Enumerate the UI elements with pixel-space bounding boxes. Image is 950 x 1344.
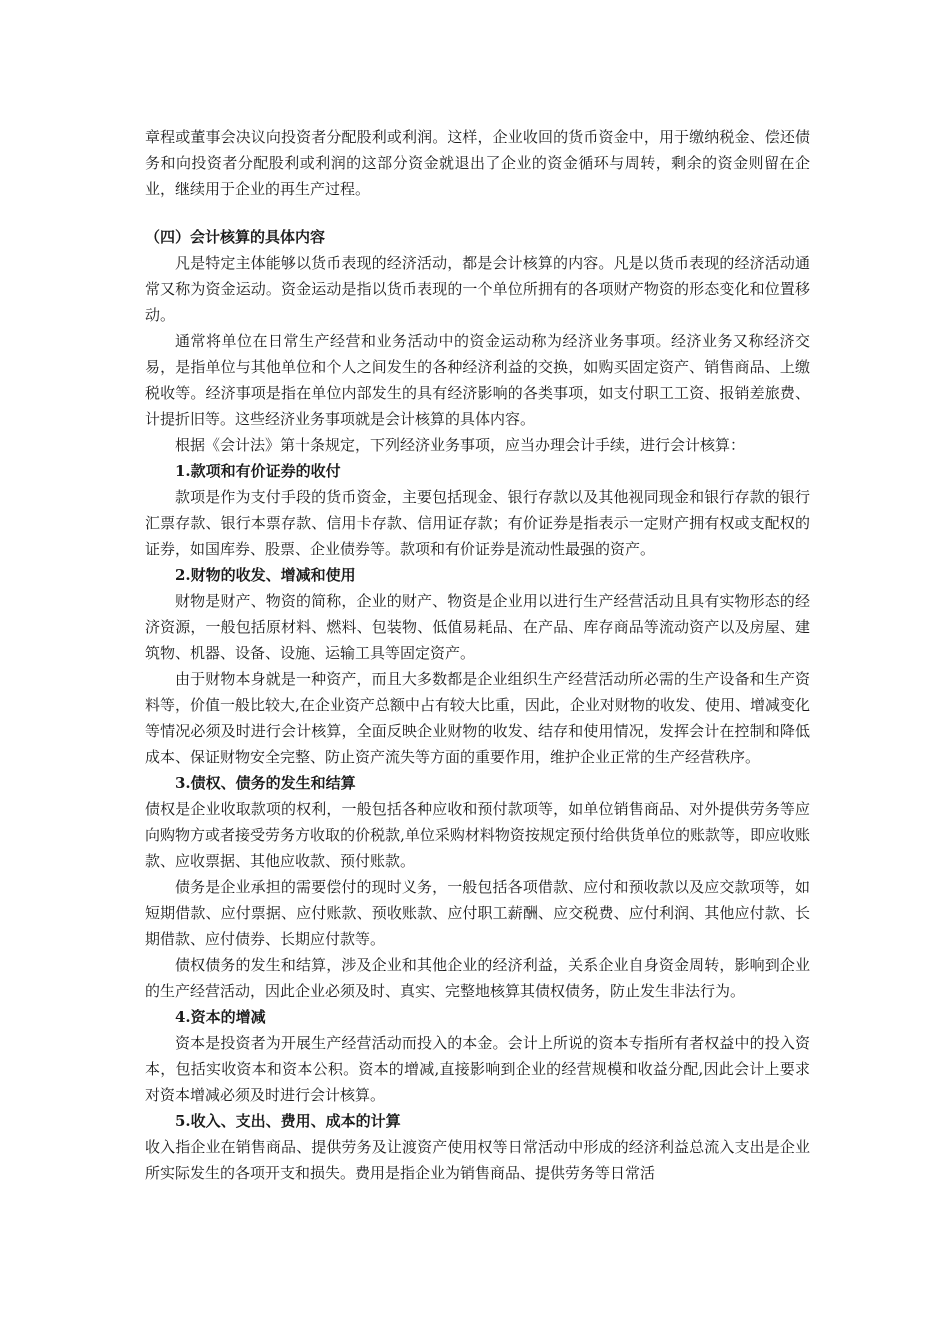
body-paragraph: 债务是企业承担的需要偿付的现时义务，一般包括各项借款、应付和预收款以及应交款项等，如短期借款、应付票据、应付账款、预收账款、应付职工薪酬、应交税费、应付利润、其他应付款、长期借款、应付债券、长期应付款等。: [145, 878, 810, 948]
body-paragraph: 凡是特定主体能够以货币表现的经济活动，都是会计核算的内容。凡是以货币表现的经济活动通常又称为资金运动。资金运动是指以货币表现的一个单位所拥有的各项财产物资的形态变化和位置移动。: [145, 254, 810, 324]
section-heading: 5.收入、支出、费用、成本的计算: [175, 1112, 401, 1130]
section-heading: 1.款项和有价证券的收付: [175, 462, 341, 480]
body-paragraph: 资本是投资者为开展生产经营活动而投入的本金。会计上所说的资本专指所有者权益中的投入资本，包括实收资本和资本公积。资本的增减,直接影响到企业的经营规模和收益分配,因此会计上要求对资本增减必须及时进行会计核算。: [145, 1034, 810, 1104]
body-paragraph: 债权是企业收取款项的权利，一般包括各种应收和预付款项等，如单位销售商品、对外提供劳务等应向购物方或者接受劳务方收取的价税款,单位采购材料物资按规定预付给供货单位的账款等，即应收账款、应收票据、其他应收款、预付账款。: [145, 800, 810, 870]
section-heading: （四）会计核算的具体内容: [145, 228, 326, 246]
body-paragraph: 章程或董事会决议向投资者分配股利或利润。这样，企业收回的货币资金中，用于缴纳税金、偿还债务和向投资者分配股利或利润的这部分资金就退出了企业的资金循环与周转，剩余的资金则留在企业，继续用于企业的再生产过程。: [145, 128, 810, 198]
section-heading: 4.资本的增减: [175, 1008, 266, 1026]
section-spacer: [145, 202, 810, 224]
body-paragraph: 债权债务的发生和结算，涉及企业和其他企业的经济利益，关系企业自身资金周转，影响到企业的生产经营活动，因此企业必须及时、真实、完整地核算其债权债务，防止发生非法行为。: [145, 956, 810, 1000]
section-heading: 2.财物的收发、增减和使用: [175, 566, 356, 584]
section-heading: 3.债权、债务的发生和结算: [175, 774, 356, 792]
body-paragraph: 通常将单位在日常生产经营和业务活动中的资金运动称为经济业务事项。经济业务又称经济交易，是指单位与其他单位和个人之间发生的各种经济利益的交换，如购买固定资产、销售商品、上缴税收等。经济事项是指在单位内部发生的具有经济影响的各类事项，如支付职工工资、报销差旅费、计提折旧等。这些经济业务事项就是会计核算的具体内容。: [145, 332, 810, 428]
body-paragraph: 根据《会计法》第十条规定，下列经济业务事项，应当办理会计手续，进行会计核算：: [175, 436, 746, 454]
body-paragraph: 款项是作为支付手段的货币资金，主要包括现金、银行存款以及其他视同现金和银行存款的银行汇票存款、银行本票存款、信用卡存款、信用证存款；有价证券是指表示一定财产拥有权或支配权的证券，如国库券、股票、企业债券等。款项和有价证券是流动性最强的资产。: [145, 488, 810, 558]
document-page: [145, 124, 810, 1186]
body-paragraph: 财物是财产、物资的简称，企业的财产、物资是企业用以进行生产经营活动且具有实物形态的经济资源，一般包括原材料、燃料、包装物、低值易耗品、在产品、库存商品等流动资产以及房屋、建筑物、机器、设备、设施、运输工具等固定资产。: [145, 592, 810, 662]
body-paragraph: 由于财物本身就是一种资产，而且大多数都是企业组织生产经营活动所必需的生产设备和生产资料等，价值一般比较大,在企业资产总额中占有较大比重，因此，企业对财物的收发、使用、增减变化等情况必须及时进行会计核算，全面反映企业财物的收发、结存和使用情况，发挥会计在控制和降低成本、保证财物安全完整、防止资产流失等方面的重要作用，维护企业正常的生产经营秩序。: [145, 670, 810, 766]
body-paragraph: 收入指企业在销售商品、提供劳务及让渡资产使用权等日常活动中形成的经济利益总流入支出是企业所实际发生的各项开支和损失。费用是指企业为销售商品、提供劳务等日常活: [145, 1138, 810, 1182]
